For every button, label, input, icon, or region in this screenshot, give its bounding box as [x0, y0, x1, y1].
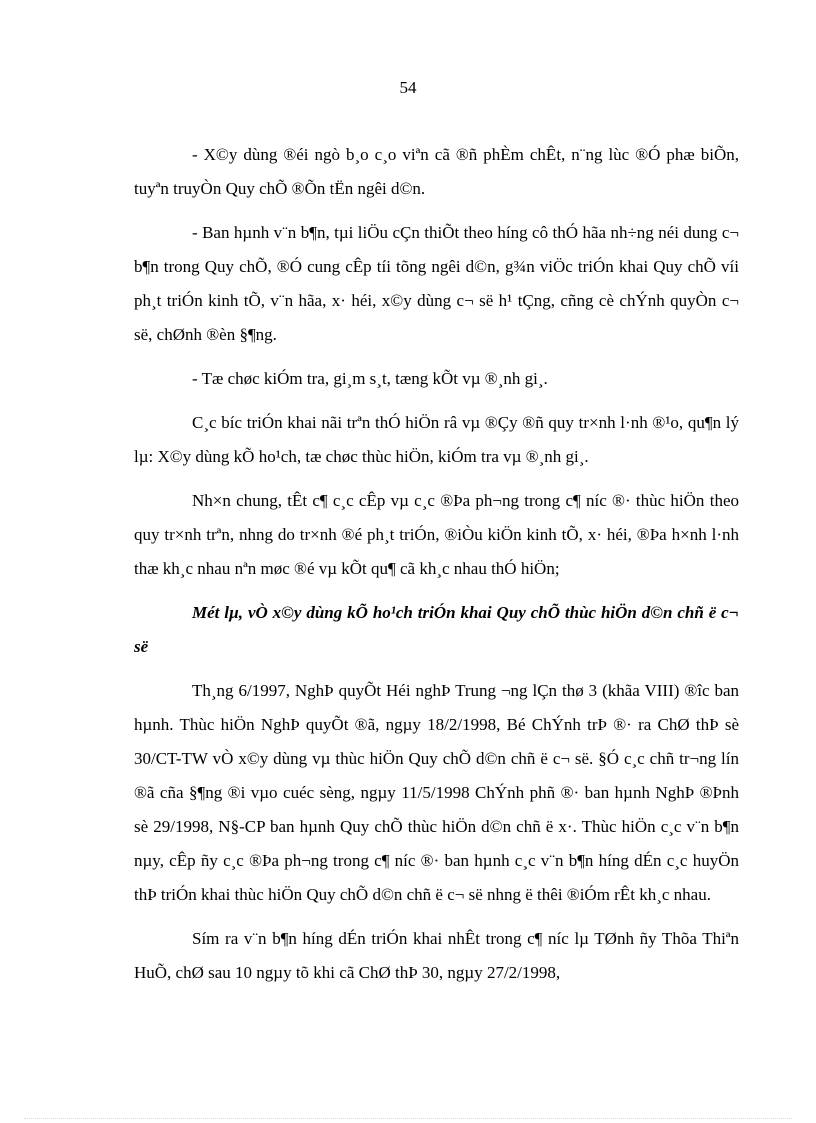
- paragraph-4: C¸c bíc triÓn khai nãi trªn thÓ hiÖn râ vµ ®Çy ®ñ quy tr×nh l·nh ®¹o, qu¶n lý lµ: X©y dùng kÕ ho¹ch, tæ chøc thùc hiÖn, kiÓm tra vµ ®¸nh gi¸.: [134, 413, 739, 466]
- paragraph-7: Sím ra v¨n b¶n híng dÉn triÓn khai nhÊt trong c¶ níc lµ TØnh ñy Thõa Thiªn HuÕ, chØ sau 10 ngµy tõ khi cã ChØ thÞ 30, ngµy 27/2/1998,: [134, 929, 739, 982]
- page-number: 54: [399, 78, 417, 97]
- paragraph-3: - Tæ chøc kiÓm tra, gi¸m s¸t, tæng kÕt vµ ®¸nh gi¸.: [192, 369, 548, 388]
- paragraph-1: - X©y dùng ®éi ngò b¸o c¸o viªn cã ®ñ phÈm chÊt, n¨ng lùc ®Ó phæ biÕn, tuyªn truyÒn Quy chÕ ®Õn tËn ngêi d©n.: [134, 145, 739, 198]
- page-bottom-divider: [24, 1118, 792, 1119]
- page-body: [134, 138, 739, 1000]
- section-heading: Mét lµ, vÒ x©y dùng kÕ ho¹ch triÓn khai Quy chÕ thùc hiÖn d©n chñ ë c¬ së: [134, 603, 739, 656]
- paragraph-6: Th¸ng 6/1997, NghÞ quyÕt Héi nghÞ Trung ¬ng lÇn thø 3 (khãa VIII) ®îc ban hµnh. Thùc hiÖn NghÞ quyÕt ®ã, ngµy 18/2/1998, Bé ChÝnh trÞ ®· ra ChØ thÞ sè 30/CT-TW vÒ x©y dùng vµ thùc hiÖn Quy chÕ d©n chñ ë c¬ së. §Ó c¸c chñ tr¬ng lín ®ã cña §¶ng ®i vµo cuéc sèng, ngµy 11/5/1998 ChÝnh phñ ®· ban hµnh NghÞ ®Þnh sè 29/1998, N§-CP ban hµnh Quy chÕ thùc hiÖn d©n chñ ë x·. Thùc hiÖn c¸c v¨n b¶n nµy, cÊp ñy c¸c ®Þa ph¬ng trong c¶ níc ®· ban hµnh c¸c v¨n b¶n híng dÉn c¸c huyÖn thÞ triÓn khai thùc hiÖn Quy chÕ d©n chñ ë c¬ së nhng ë thêi ®iÓm rÊt kh¸c nhau.: [134, 681, 739, 904]
- paragraph-5: Nh×n chung, tÊt c¶ c¸c cÊp vµ c¸c ®Þa ph¬ng trong c¶ níc ®· thùc hiÖn theo quy tr×nh trªn, nhng do tr×nh ®é ph¸t triÓn, ®iÒu kiÖn kinh tÕ, x· héi, ®Þa h×nh l·nh thæ kh¸c nhau nªn møc ®é vµ kÕt qu¶ cã kh¸c nhau thÓ hiÖn;: [134, 491, 739, 578]
- paragraph-2: - Ban hµnh v¨n b¶n, tµi liÖu cÇn thiÕt theo híng cô thÓ hãa nh÷ng néi dung c¬ b¶n trong Quy chÕ, ®Ó cung cÊp tíi tõng ngêi d©n, g¾n viÖc triÓn khai Quy chÕ víi ph¸t triÓn kinh tÕ, v¨n hãa, x· héi, x©y dùng c¬ së h¹ tÇng, cñng cè chÝnh quyÒn c¬ së, chØnh ®èn §¶ng.: [134, 223, 739, 344]
